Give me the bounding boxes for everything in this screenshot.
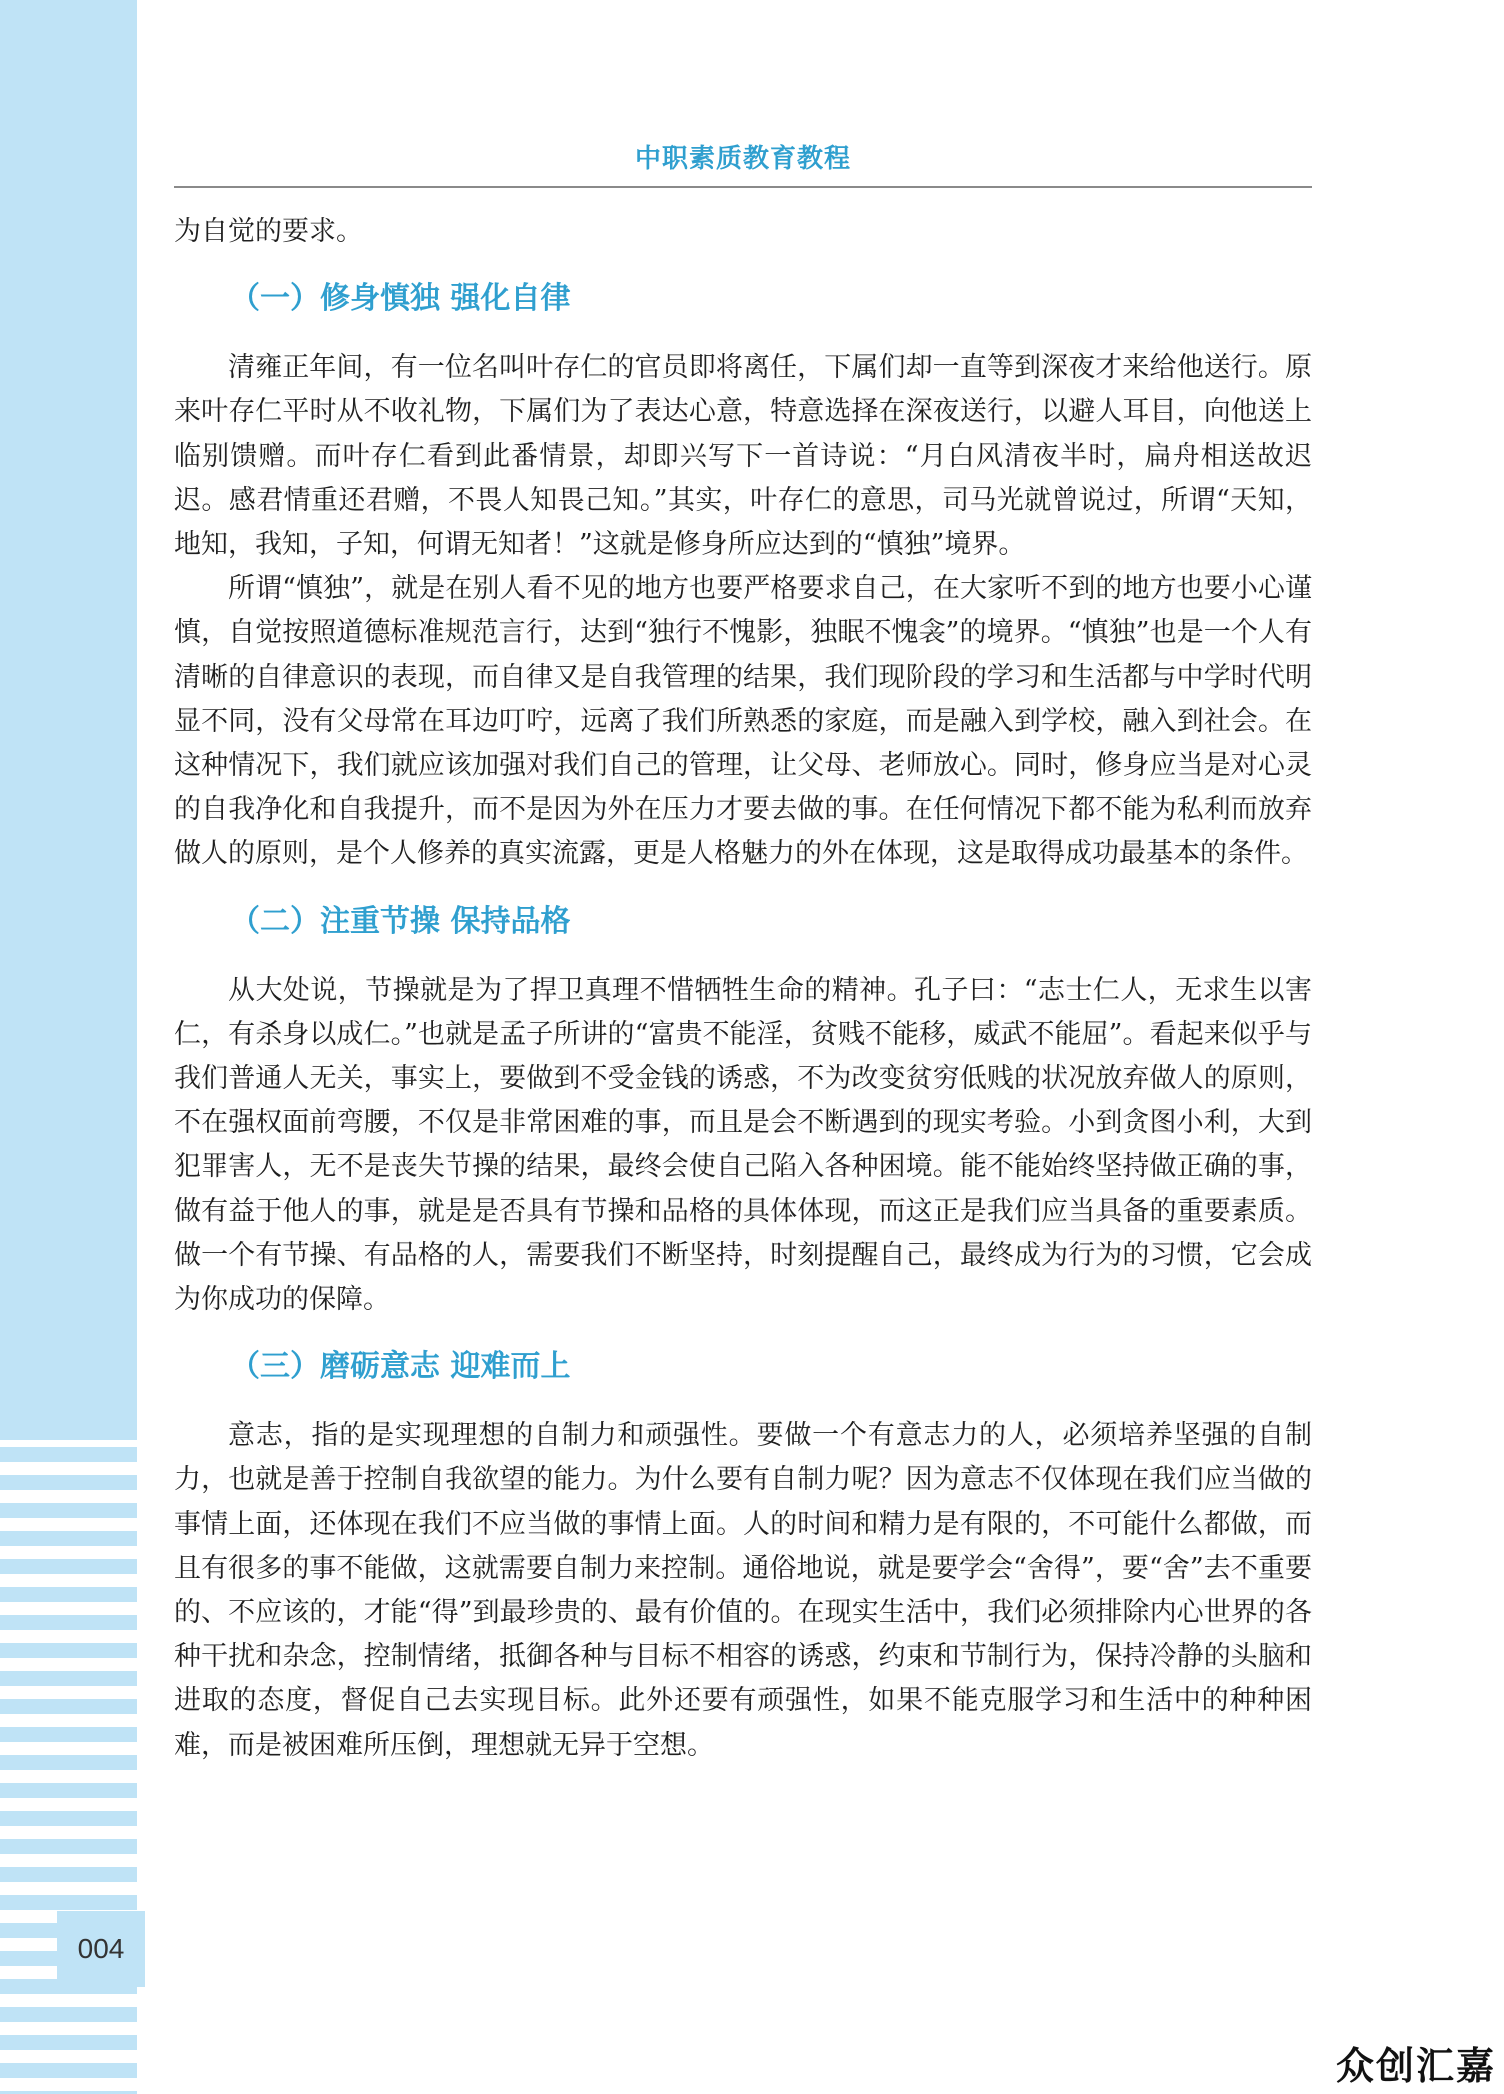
- side-stripes: [0, 1447, 137, 2094]
- page-number: 004: [57, 1911, 145, 1987]
- section-2-paragraph-1: 从大处说，节操就是为了捍卫真理不惜牺牲生命的精神。孔子曰：“志士仁人，无求生以害仁，有杀身以成仁。”也就是孟子所讲的“富贵不能淫，贫贱不能移，威武不能屈”。看起来似乎与我们普通人无关，事实上，要做到不受金钱的诱惑，不为改变贫穷低贱的状况放弃做人的原则，不在强权面前弯腰，不仅是非常困难的事，而且是会不断遇到的现实考验。小到贪图小利，大到犯罪害人，无不是丧失节操的结果，最终会使自己陷入各种困境。能不能始终坚持做正确的事，做有益于他人的事，就是是否具有节操和品格的具体体现，而这正是我们应当具备的重要素质。做一个有节操、有品格的人，需要我们不断坚持，时刻提醒自己，最终成为行为的习惯，它会成为你成功的保障。: [174, 974, 1312, 1316]
- side-band: [0, 0, 137, 1440]
- watermark-logo: 众创汇嘉: [1335, 2044, 1496, 2088]
- section-heading-3: （三）磨砺意志 迎难而上: [230, 1349, 571, 1385]
- page-content: [174, 210, 1312, 1768]
- section-1-paragraph-2: 所谓“慎独”，就是在别人看不见的地方也要严格要求自己，在大家听不到的地方也要小心谨慎，自觉按照道德标准规范言行，达到“独行不愧影，独眠不愧衾”的境界。“慎独”也是一个人有清晰的自律意识的表现，而自律又是自我管理的结果，我们现阶段的学习和生活都与中学时代明显不同，没有父母常在耳边叮咛，远离了我们所熟悉的家庭，而是融入到学校，融入到社会。在这种情况下，我们就应该加强对我们自己的管理，让父母、老师放心。同时，修身应当是对心灵的自我净化和自我提升，而不是因为外在压力才要去做的事。在任何情况下都不能为私利而放弃做人的原则，是个人修养的真实流露，更是人格魅力的外在体现，这是取得成功最基本的条件。: [174, 573, 1312, 870]
- running-header: 中职素质教育教程: [634, 144, 851, 174]
- section-heading-2: （二）注重节操 保持品格: [230, 903, 571, 939]
- section-heading-1: （一）修身慎独 强化自律: [230, 281, 571, 317]
- header-rule: [174, 186, 1312, 188]
- section-1-paragraph-1: 清雍正年间，有一位名叫叶存仁的官员即将离任，下属们却一直等到深夜才来给他送行。原来叶存仁平时从不收礼物，下属们为了表达心意，特意选择在深夜送行，以避人耳目，向他送上临别馈赠。而叶存仁看到此番情景，却即兴写下一首诗说：“月白风清夜半时，扁舟相送故迟迟。感君情重还君赠，不畏人知畏己知。”其实，叶存仁的意思，司马光就曾说过，所谓“天知，地知，我知，子知，何谓无知者！”这就是修身所应达到的“慎独”境界。: [174, 352, 1312, 561]
- intro-paragraph: 为自觉的要求。: [174, 216, 363, 247]
- section-3-paragraph-1: 意志，指的是实现理想的自制力和顽强性。要做一个有意志力的人，必须培养坚强的自制力，也就是善于控制自我欲望的能力。为什么要有自制力呢？因为意志不仅体现在我们应当做的事情上面，还体现在我们不应当做的事情上面。人的时间和精力是有限的，不可能什么都做，而且有很多的事不能做，这就需要自制力来控制。通俗地说，就是要学会“舍得”，要“舍”去不重要的、不应该的，才能“得”到最珍贵的、最有价值的。在现实生活中，我们必须排除内心世界的各种干扰和杂念，控制情绪，抵御各种与目标不相容的诱惑，约束和节制行为，保持冷静的头脑和进取的态度，督促自己去实现目标。此外还要有顽强性，如果不能克服学习和生活中的种种困难，而是被困难所压倒，理想就无异于空想。: [174, 1420, 1312, 1761]
